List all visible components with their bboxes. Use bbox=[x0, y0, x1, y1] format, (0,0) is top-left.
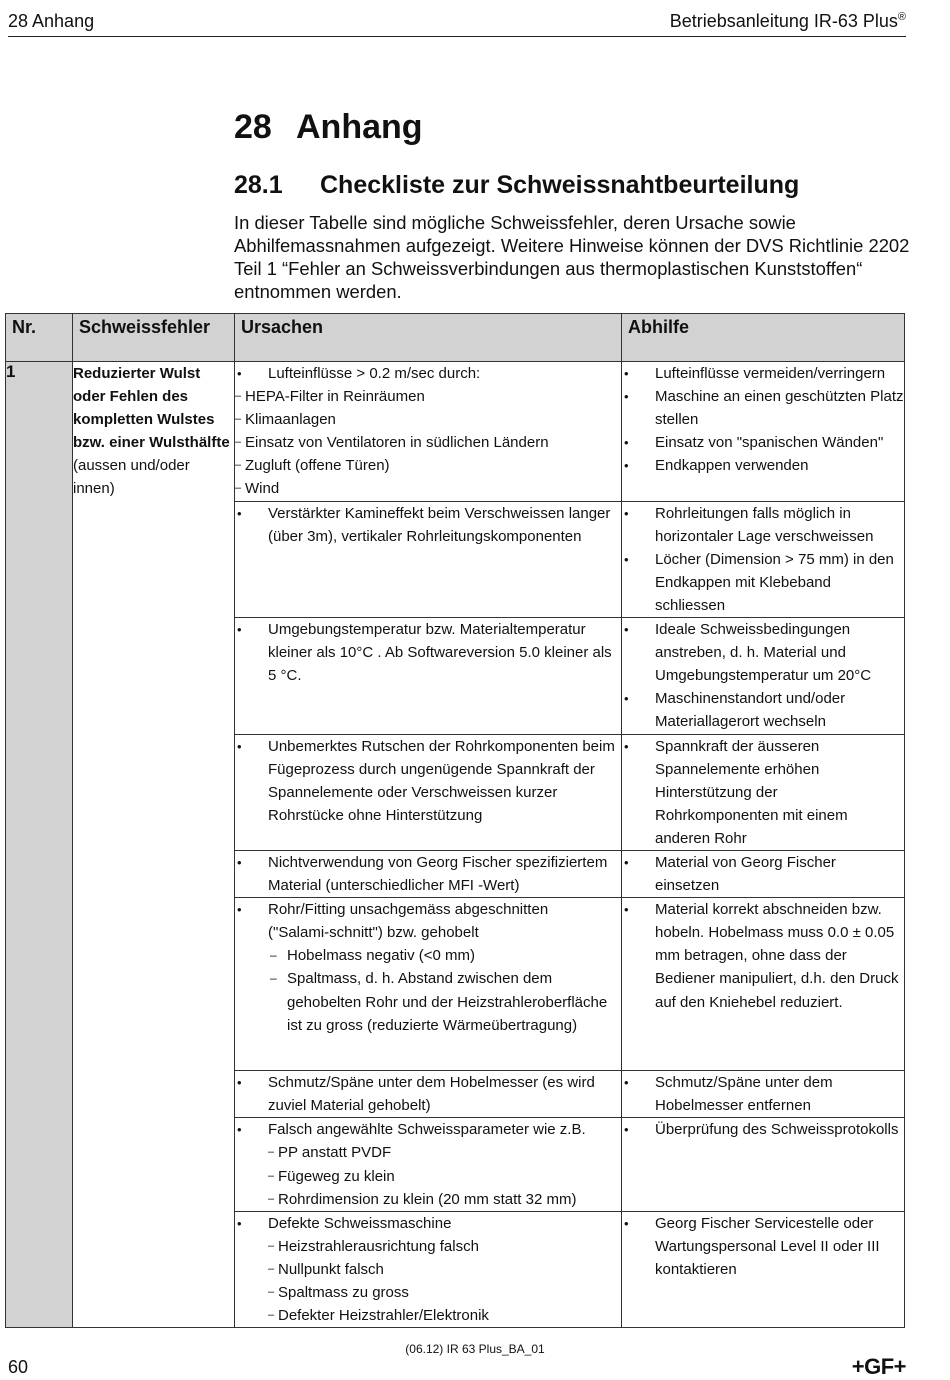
list-item: – Einsatz von Ventilatoren in südlichen Ländern bbox=[235, 431, 621, 454]
list-item: – Wind bbox=[235, 477, 621, 500]
col-header-schweissfehler: Schweissfehler bbox=[73, 314, 235, 362]
registered-mark: ® bbox=[897, 11, 906, 23]
cause-cell bbox=[235, 501, 622, 617]
checklist-table bbox=[5, 313, 905, 1328]
list-item: • Löcher (Dimension > 75 mm) in den Endkappen mit Klebeband schliessen bbox=[622, 548, 904, 617]
list-item: – Defekter Heizstrahler/Elektronik bbox=[268, 1304, 621, 1327]
header-title-text: Betriebsanleitung IR-63 Plus bbox=[669, 11, 898, 31]
list-item: • Maschine an einen geschützten Platz stellen bbox=[622, 385, 904, 431]
list-item: • Maschinenstandort und/oder Materiallagerort wechseln bbox=[622, 687, 904, 733]
remedy-cell bbox=[622, 1071, 905, 1118]
list-item: • Überprüfung des Schweissprotokolls bbox=[622, 1118, 904, 1141]
list-item: • Falsch angewählte Schweissparameter wie z.B. bbox=[235, 1118, 621, 1141]
cause-cell bbox=[235, 898, 622, 1071]
list-item: – Hobelmass negativ (<0 mm) bbox=[235, 944, 621, 967]
list-item: • Verstärkter Kamineffekt beim Verschweissen langer (über 3m), vertikaler Rohrleitungskomponenten bbox=[235, 502, 621, 548]
list-item: • Defekte Schweissmaschine bbox=[235, 1212, 621, 1235]
list-item: • Endkappen verwenden bbox=[622, 454, 904, 477]
list-item: • Spannkraft der äusseren Spannelemente erhöhen Hinterstützung der Rohrkomponenten mit einem anderen Rohr bbox=[622, 735, 904, 850]
list-item: – Spaltmass zu gross bbox=[268, 1281, 621, 1304]
section-title: Checkliste zur Schweissnahtbeurteilung bbox=[320, 171, 800, 199]
list-item: • Lufteinflüsse vermeiden/verringern bbox=[622, 362, 904, 385]
chapter-number: 28 bbox=[234, 108, 272, 146]
header-document-title bbox=[670, 11, 906, 32]
remedy-cell bbox=[622, 734, 905, 850]
section-heading bbox=[234, 171, 799, 200]
list-item: • Material von Georg Fischer einsetzen bbox=[622, 851, 904, 897]
list-item: • Lufteinflüsse > 0.2 m/sec durch: bbox=[235, 362, 621, 385]
remedy-cell bbox=[622, 618, 905, 734]
cause-cell bbox=[235, 362, 622, 502]
list-item: • Georg Fischer Servicestelle oder Wartungspersonal Level II oder III kontaktieren bbox=[622, 1212, 904, 1281]
list-item: – Klimaanlagen bbox=[235, 408, 621, 431]
col-header-ursachen: Ursachen bbox=[235, 314, 622, 362]
cause-cell bbox=[235, 618, 622, 734]
gf-logo: +GF+ bbox=[851, 1354, 906, 1379]
page-header bbox=[8, 10, 906, 37]
chapter-title: Anhang bbox=[296, 108, 423, 146]
error-title: Reduzierter Wulst oder Fehlen des kompletten Wulstes bzw. einer Wulsthälfte bbox=[73, 365, 230, 452]
list-item: – Fügeweg zu klein bbox=[268, 1165, 621, 1188]
list-item: – Nullpunkt falsch bbox=[268, 1258, 621, 1281]
col-header-nr: Nr. bbox=[6, 314, 73, 362]
remedy-cell bbox=[622, 1118, 905, 1211]
list-item: • Nichtverwendung von Georg Fischer spezifiziertem Material (unterschiedlicher MFI -Wert) bbox=[235, 851, 621, 897]
remedy-cell bbox=[622, 898, 905, 1071]
footer-document-code: (06.12) IR 63 Plus_BA_01 bbox=[405, 1342, 545, 1356]
list-item: • Einsatz von "spanischen Wänden" bbox=[622, 431, 904, 454]
list-item: – PP anstatt PVDF bbox=[268, 1141, 621, 1164]
list-item: – Spaltmass, d. h. Abstand zwischen dem gehobelten Rohr und der Heizstrahleroberfläche ist zu gross (reduzierte Wärmeübertragung) bbox=[235, 967, 621, 1036]
error-note: (aussen und/oder innen) bbox=[73, 457, 190, 498]
list-item-continuation: ("Salami-schnitt") bzw. gehobelt bbox=[268, 924, 479, 942]
cause-cell bbox=[235, 850, 622, 897]
table-row bbox=[6, 362, 905, 502]
list-item: • Schmutz/Späne unter dem Hobelmesser entfernen bbox=[622, 1071, 904, 1117]
cause-cell bbox=[235, 1118, 622, 1211]
remedy-cell bbox=[622, 501, 905, 617]
row-number: 1 bbox=[6, 362, 73, 1328]
col-header-abhilfe: Abhilfe bbox=[622, 314, 905, 362]
list-item: – Heizstrahlerausrichtung falsch bbox=[268, 1235, 621, 1258]
list-item: • Material korrekt abschneiden bzw. hobeln. Hobelmass muss 0.0 ± 0.05 mm betragen, ohne dass der Bediener manipuliert, d.h. den Druck auf den Kniehebel reduziert. bbox=[622, 898, 904, 1013]
list-item: • Rohrleitungen falls möglich in horizontaler Lage verschweissen bbox=[622, 502, 904, 548]
remedy-cell bbox=[622, 1211, 905, 1327]
page-number: 60 bbox=[8, 1357, 29, 1377]
list-item: – Rohrdimension zu klein (20 mm statt 32 mm) bbox=[268, 1188, 621, 1211]
cause-cell bbox=[235, 1211, 622, 1327]
cause-cell bbox=[235, 734, 622, 850]
header-chapter: 28 Anhang bbox=[8, 11, 95, 31]
remedy-cell bbox=[622, 850, 905, 897]
section-number: 28.1 bbox=[234, 171, 283, 199]
error-description bbox=[73, 362, 235, 1328]
list-item: • Unbemerktes Rutschen der Rohrkomponenten beim Fügeprozess durch ungenügende Spannkraft der Spannelemente oder Verschweissen kurzer Rohrstücke ohne Hinterstützung bbox=[235, 735, 621, 827]
list-item: – HEPA-Filter in Reinräumen bbox=[235, 385, 621, 408]
list-item: – Zugluft (offene Türen) bbox=[235, 454, 621, 477]
list-item: • Schmutz/Späne unter dem Hobelmesser (es wird zuviel Material gehobelt) bbox=[235, 1071, 621, 1117]
cause-cell bbox=[235, 1071, 622, 1118]
remedy-cell bbox=[622, 362, 905, 502]
list-item: • Ideale Schweissbedingungen anstreben, d. h. Material und Umgebungstemperatur um 20°C bbox=[622, 618, 904, 687]
list-item: • Umgebungstemperatur bzw. Materialtemperatur kleiner als 10°C . Ab Softwareversion 5.0 kleiner als 5 °C. bbox=[235, 618, 621, 687]
chapter-heading bbox=[234, 108, 423, 147]
list-item: • Rohr/Fitting unsachgemäss abgeschnitten bbox=[235, 898, 621, 921]
intro-paragraph: In dieser Tabelle sind mögliche Schweissfehler, deren Ursache sowie Abhilfemassnahmen aufgezeigt. Weitere Hinweise können der DVS Richtlinie 2202 Teil 1 “Fehler an Schweissverbindungen aus thermoplastischen Kunststoffen“ entnommen werden. bbox=[234, 212, 910, 302]
table-header-row bbox=[6, 314, 905, 362]
